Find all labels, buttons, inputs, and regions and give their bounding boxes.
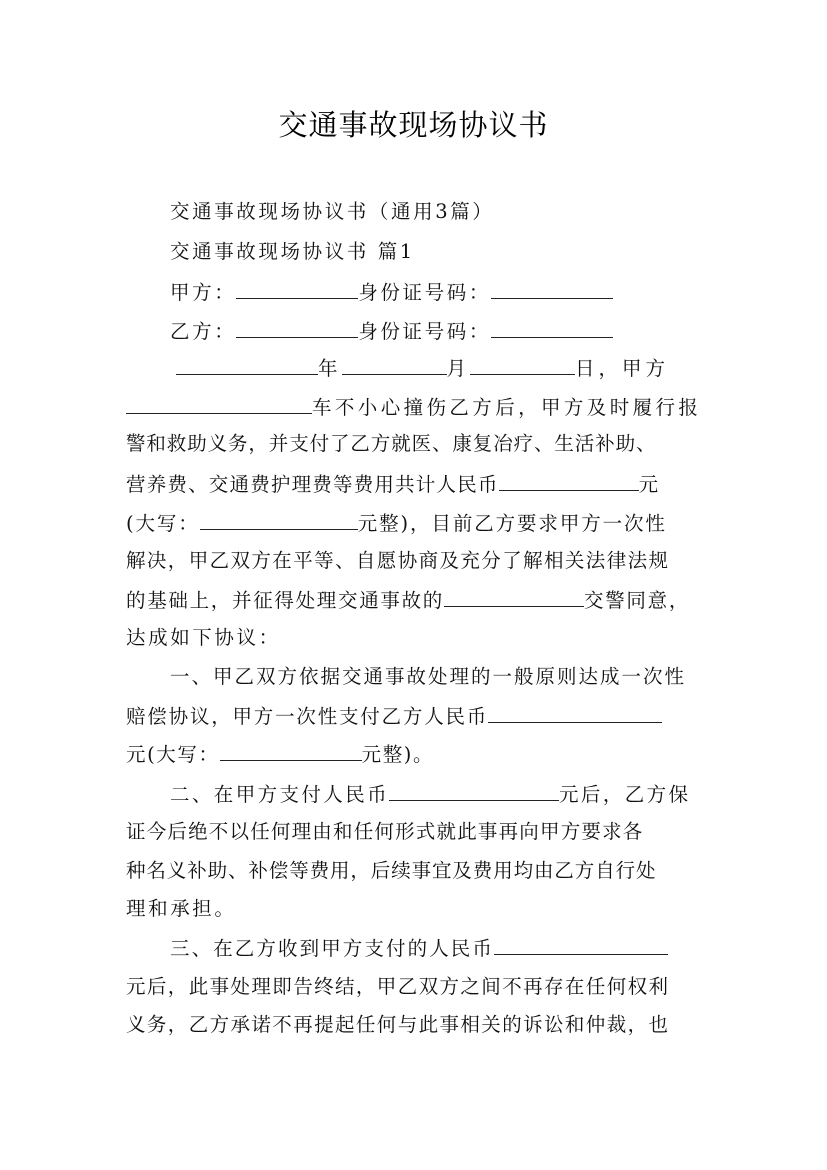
paragraph-line bbox=[126, 897, 237, 921]
paragraph-line bbox=[126, 704, 662, 729]
blank-field bbox=[342, 356, 447, 375]
party-b-line bbox=[170, 319, 613, 344]
text: 日，甲方 bbox=[575, 357, 670, 380]
text: 元后，乙方保 bbox=[559, 783, 691, 806]
paragraph-line bbox=[126, 975, 669, 999]
blank-field bbox=[494, 936, 668, 955]
blank-field bbox=[236, 319, 358, 338]
text: 义务，乙方承诺不再提起任何与此事相关的诉讼和仲裁，也 bbox=[126, 1013, 670, 1036]
section-heading bbox=[170, 240, 415, 264]
text: 的基础上，并征得处理交通事故的 bbox=[126, 589, 445, 612]
text: 交通事故现场协议书 篇1 bbox=[170, 240, 415, 263]
text: 元整)。 bbox=[361, 743, 435, 766]
paragraph-line bbox=[126, 588, 690, 613]
blank-field bbox=[470, 356, 575, 375]
text: 年 bbox=[318, 357, 342, 380]
text: 一、甲乙双方依据交通事故处理的一般原则达成一次性 bbox=[170, 665, 687, 688]
clause-three bbox=[170, 936, 668, 961]
blank-field bbox=[389, 782, 559, 801]
text: 种名义补助、补偿等费用，后续事宜及费用均由乙方自行处 bbox=[126, 859, 657, 882]
paragraph-line bbox=[126, 1013, 669, 1037]
text: 甲方： bbox=[170, 281, 237, 304]
text: 三、在乙方收到甲方支付的人民币 bbox=[170, 937, 495, 960]
text: 车不小心撞伤乙方后，甲方及时履行报 bbox=[312, 396, 702, 419]
party-a-line bbox=[170, 280, 613, 305]
text: 交通事故现场协议书（通用3篇） bbox=[170, 200, 495, 223]
blank-field bbox=[200, 511, 358, 530]
text: 交警同意， bbox=[584, 589, 691, 612]
text: 证今后绝不以任何理由和任何形式就此事再向甲方要求各 bbox=[126, 820, 644, 843]
subtitle-line bbox=[170, 200, 494, 224]
paragraph-line bbox=[126, 395, 701, 420]
document-title: 交通事故现场协议书 bbox=[278, 108, 549, 142]
paragraph-line bbox=[126, 742, 434, 767]
text: 乙方： bbox=[170, 320, 237, 343]
blank-field bbox=[499, 472, 639, 491]
paragraph-line bbox=[126, 549, 669, 573]
text: (大写： bbox=[126, 512, 200, 535]
text: 理和承担。 bbox=[126, 897, 237, 920]
text: 身份证号码： bbox=[358, 281, 491, 304]
paragraph-line bbox=[126, 511, 667, 536]
blank-field bbox=[444, 588, 584, 607]
text: 二、在甲方支付人民币 bbox=[170, 783, 390, 806]
blank-field bbox=[236, 280, 358, 299]
paragraph-line bbox=[126, 626, 281, 650]
text: 警和救助义务，并支付了乙方就医、康复冶疗、生活补助、 bbox=[126, 432, 657, 455]
paragraph-line bbox=[126, 432, 656, 456]
text: 元后，此事处理即告终结，甲乙双方之间不再存在任何权利 bbox=[126, 975, 670, 998]
blank-field bbox=[176, 356, 318, 375]
text: 月 bbox=[446, 357, 471, 380]
text: 解决，甲乙双方在平等、自愿协商及充分了解相关法律法规 bbox=[126, 549, 670, 572]
blank-field bbox=[491, 280, 613, 299]
paragraph-line bbox=[126, 859, 656, 883]
text: 元 bbox=[638, 473, 660, 496]
blank-field bbox=[488, 704, 662, 723]
text: 元整)，目前乙方要求甲方一次性 bbox=[357, 512, 667, 535]
blank-field bbox=[126, 395, 312, 414]
blank-field bbox=[491, 319, 613, 338]
clause-one bbox=[170, 665, 686, 689]
paragraph-line bbox=[176, 356, 669, 381]
paragraph-line bbox=[126, 472, 659, 497]
text: 达成如下协议： bbox=[126, 626, 281, 649]
blank-field bbox=[220, 742, 362, 761]
clause-two bbox=[170, 782, 690, 807]
text: 赔偿协议，甲方一次性支付乙方人民币 bbox=[126, 705, 489, 728]
text: 身份证号码： bbox=[358, 320, 491, 343]
text: 营养费、交通费护理费等费用共计人民币 bbox=[126, 473, 499, 496]
text: 元(大写： bbox=[126, 743, 220, 766]
paragraph-line bbox=[126, 820, 644, 844]
